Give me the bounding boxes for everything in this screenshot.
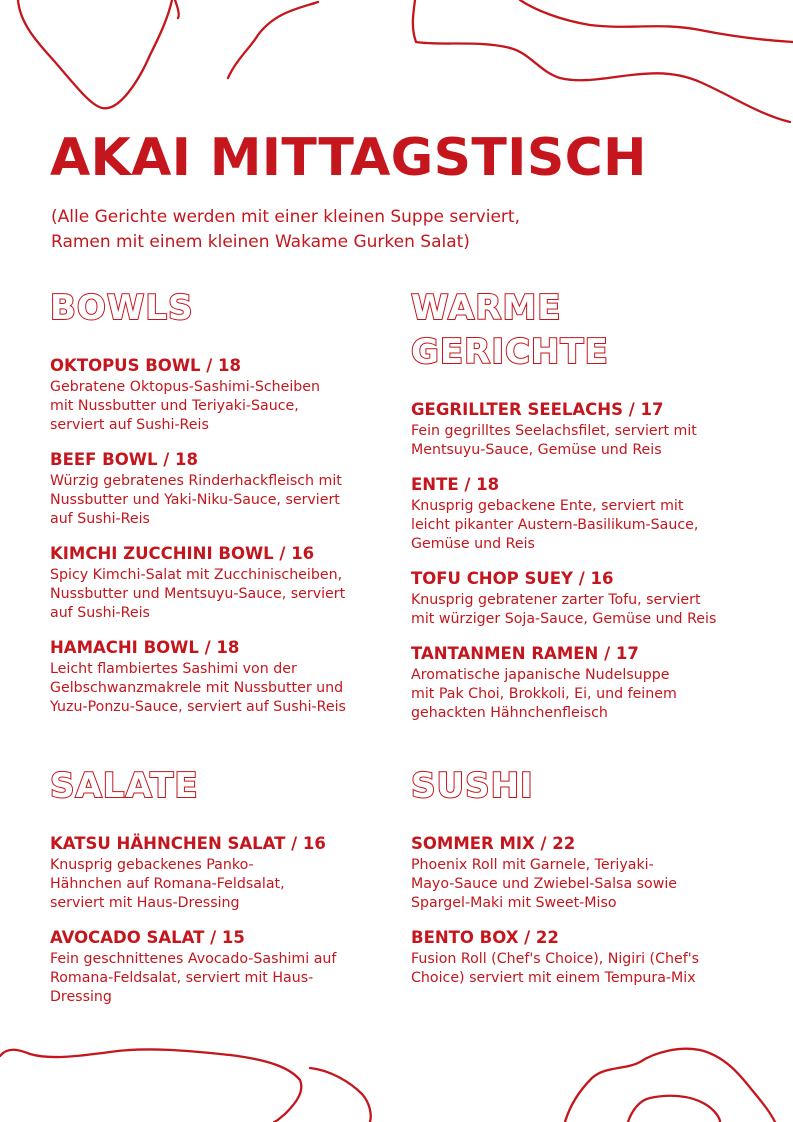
section-title-line: WARME [411,288,562,328]
desc-line: Nussbutter und Yaki-Niku-Sauce, serviert [50,492,340,508]
section-warme-gerichte [411,286,741,736]
item-description [50,660,380,717]
desc-line: mit würziger Soja-Sauce, Gemüse und Reis [411,611,717,627]
item-description [50,472,380,529]
desc-line: Knusprig gebratener zarter Tofu, serviert [411,592,701,608]
item-description [411,422,741,460]
desc-line: Würzig gebratenes Rinderhackfleisch mit [50,473,342,489]
item-description [50,950,380,1007]
section-title-salate [50,764,380,808]
desc-line: serviert auf Sushi-Reis [50,417,209,433]
menu-item [411,926,741,988]
desc-line: auf Sushi-Reis [50,605,150,621]
section-bowls [50,286,380,730]
desc-line: leicht pikanter Austern-Basilikum-Sauce, [411,517,699,533]
section-title-line: BOWLS [50,288,194,328]
desc-line: Spicy Kimchi-Salat mit Zucchinischeiben, [50,567,343,583]
desc-line: Romana-Feldsalat, serviert mit Haus- [50,970,314,986]
wavy-line-top-right-2 [413,0,790,122]
page-subtitle [51,205,671,255]
desc-line: Gelbschwanzmakrele mit Nussbutter und [50,680,344,696]
desc-line: Leicht flambiertes Sashimi von der [50,661,297,677]
item-name: BENTO BOX / 22 [411,928,559,947]
item-description [411,856,741,913]
item-description [50,856,380,913]
menu-item [411,567,741,629]
item-name: OKTOPUS BOWL / 18 [50,356,242,375]
desc-line: Mayo-Sauce und Zwiebel-Salsa sowie [411,876,677,892]
item-name: ENTE / 18 [411,475,500,494]
menu-item [50,926,380,1007]
desc-line: Knusprig gebackenes Panko- [50,857,254,873]
menu-item [50,542,380,623]
desc-line: auf Sushi-Reis [50,511,150,527]
section-sushi [411,764,741,1001]
item-name: SOMMER MIX / 22 [411,834,576,853]
section-title-sushi [411,764,741,808]
menu-item [411,832,741,913]
section-salate [50,764,380,1020]
desc-line: Nussbutter und Mentsuyu-Sauce, serviert [50,586,346,602]
wavy-line-top-left-2 [175,0,179,18]
item-description [50,566,380,623]
menu-item [50,832,380,913]
menu-item [411,473,741,554]
desc-line: Phoenix Roll mit Garnele, Teriyaki- [411,857,654,873]
desc-line: mit Nussbutter und Teriyaki-Sauce, [50,398,299,414]
wavy-line-top-right-3 [520,0,793,42]
item-description [411,666,741,723]
item-description [411,950,741,988]
item-name: KIMCHI ZUCCHINI BOWL / 16 [50,544,315,563]
wavy-line-bottom-left [0,1049,301,1122]
desc-line: Fusion Roll (Chef's Choice), Nigiri (Chef's [411,951,699,967]
section-title-warme-gerichte [411,286,741,374]
menu-item [50,354,380,435]
page-title: AKAI MITTAGSTISCH [50,128,647,188]
item-name: GEGRILLTER SEELACHS / 17 [411,400,664,419]
wavy-line-bottom-right [565,1049,775,1122]
desc-line: Gemüse und Reis [411,536,535,552]
desc-line: Dressing [50,989,112,1005]
menu-item [50,448,380,529]
wavy-line-top-left [18,0,172,108]
desc-line: Mentsuyu-Sauce, Gemüse und Reis [411,442,662,458]
section-title-bowls [50,286,380,330]
desc-line: gehackten Hähnchenfleisch [411,705,608,721]
desc-line: Choice) serviert mit einem Tempura-Mix [411,970,696,986]
desc-line: mit Pak Choi, Brokkoli, Ei, und feinem [411,686,677,702]
desc-line: Hähnchen auf Romana-Feldsalat, [50,876,285,892]
desc-line: Fein gegrilltes Seelachsfilet, serviert mit [411,423,697,439]
subtitle-line: (Alle Gerichte werden mit einer kleinen Suppe serviert, [51,207,520,227]
item-description [50,378,380,435]
item-description [411,497,741,554]
desc-line: Aromatische japanische Nudelsuppe [411,667,670,683]
desc-line: serviert mit Haus-Dressing [50,895,240,911]
item-description [411,591,741,629]
item-name: HAMACHI BOWL / 18 [50,638,240,657]
item-name: KATSU HÄHNCHEN SALAT / 16 [50,834,326,853]
item-name: BEEF BOWL / 18 [50,450,198,469]
wavy-line-bottom-right-2 [628,1096,720,1122]
section-title-line: GERICHTE [411,332,609,372]
item-name: TOFU CHOP SUEY / 16 [411,569,614,588]
wavy-line-top-right [228,2,318,78]
desc-line: Gebratene Oktopus-Sashimi-Scheiben [50,379,321,395]
desc-line: Fein geschnittenes Avocado-Sashimi auf [50,951,337,967]
menu-item [50,636,380,717]
desc-line: Knusprig gebackene Ente, serviert mit [411,498,684,514]
section-title-line: SUSHI [411,766,534,806]
desc-line: Yuzu-Ponzu-Sauce, serviert auf Sushi-Reis [50,699,346,715]
item-name: AVOCADO SALAT / 15 [50,928,245,947]
menu-item [411,398,741,460]
desc-line: Spargel-Maki mit Sweet-Miso [411,895,617,911]
section-title-line: SALATE [50,766,199,806]
wavy-line-bottom-left-2 [310,1068,371,1122]
subtitle-line: Ramen mit einem kleinen Wakame Gurken Salat) [51,232,470,252]
item-name: TANTANMEN RAMEN / 17 [411,644,639,663]
menu-item [411,642,741,723]
